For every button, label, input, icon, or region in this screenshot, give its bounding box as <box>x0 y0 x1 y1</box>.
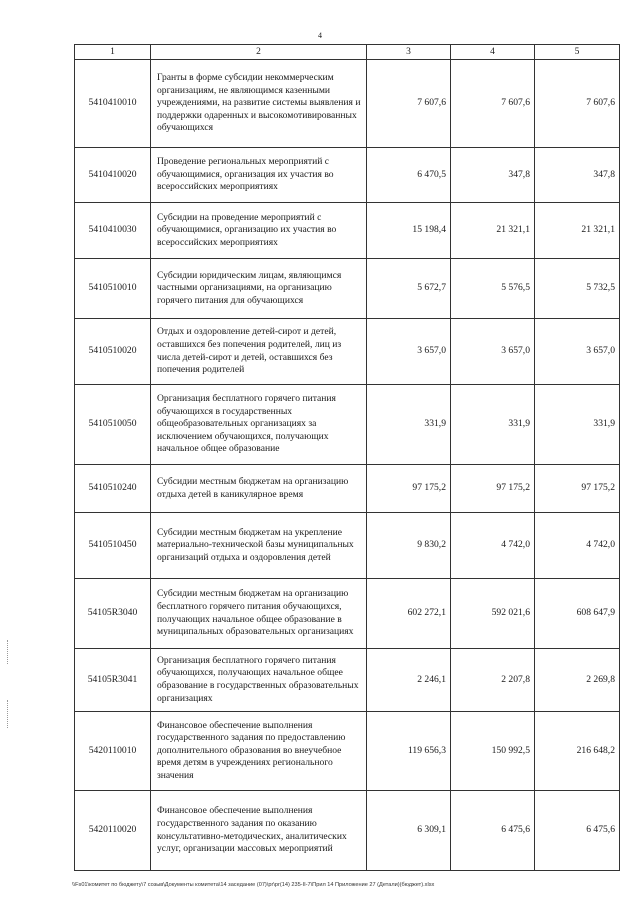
value-col5: 6 475,6 <box>535 791 620 871</box>
row-code: 5410410010 <box>75 60 151 148</box>
value-col5: 3 657,0 <box>535 319 620 385</box>
table-row <box>75 513 620 579</box>
row-description: Гранты в форме субсидии некоммерческим организациям, не являющимся казенными учреждениями, на развитие системы выявления и поддержки одаренных и высокомотивированных обучающихся <box>151 60 367 148</box>
column-header: 3 <box>367 45 451 60</box>
margin-mark <box>7 700 9 728</box>
value-col4: 150 992,5 <box>451 712 535 791</box>
row-description: Организация бесплатного горячего питания обучающихся в государственных общеобразовательных организациях за исключением обучающихся, получающих начальное общее образование <box>151 385 367 465</box>
column-header: 4 <box>451 45 535 60</box>
value-col4: 97 175,2 <box>451 465 535 513</box>
row-code: 54105R3041 <box>75 649 151 712</box>
value-col5: 4 742,0 <box>535 513 620 579</box>
value-col5: 2 269,8 <box>535 649 620 712</box>
value-col4: 3 657,0 <box>451 319 535 385</box>
value-col3: 9 830,2 <box>367 513 451 579</box>
value-col3: 97 175,2 <box>367 465 451 513</box>
table-row <box>75 649 620 712</box>
row-description: Субсидии местным бюджетам на организацию отдыха детей в каникулярное время <box>151 465 367 513</box>
row-code: 5410510050 <box>75 385 151 465</box>
table-row <box>75 791 620 871</box>
row-description: Финансовое обеспечение выполнения государственного задания по предоставлению дополнительного образования во внеучебное время детям в учреждениях регионального значения <box>151 712 367 791</box>
row-description: Проведение региональных мероприятий с обучающимися, организация их участия во всероссийских мероприятиях <box>151 148 367 203</box>
row-code: 5420110020 <box>75 791 151 871</box>
page-number: 4 <box>318 31 322 40</box>
value-col5: 216 648,2 <box>535 712 620 791</box>
value-col3: 331,9 <box>367 385 451 465</box>
column-header: 2 <box>151 45 367 60</box>
row-code: 5410410030 <box>75 203 151 259</box>
table-row <box>75 712 620 791</box>
value-col5: 608 647,9 <box>535 579 620 649</box>
row-code: 5410510240 <box>75 465 151 513</box>
value-col5: 7 607,6 <box>535 60 620 148</box>
table-row <box>75 203 620 259</box>
value-col5: 331,9 <box>535 385 620 465</box>
table-row <box>75 259 620 319</box>
row-code: 5410410020 <box>75 148 151 203</box>
value-col4: 2 207,8 <box>451 649 535 712</box>
row-code: 54105R3040 <box>75 579 151 649</box>
value-col3: 7 607,6 <box>367 60 451 148</box>
value-col4: 21 321,1 <box>451 203 535 259</box>
table-row <box>75 60 620 148</box>
value-col5: 347,8 <box>535 148 620 203</box>
value-col4: 7 607,6 <box>451 60 535 148</box>
table-row <box>75 385 620 465</box>
value-col4: 331,9 <box>451 385 535 465</box>
value-col3: 15 198,4 <box>367 203 451 259</box>
row-description: Субсидии местным бюджетам на организацию бесплатного горячего питания обучающихся, получающих начальное общее образование в муниципальных образовательных организациях <box>151 579 367 649</box>
value-col5: 97 175,2 <box>535 465 620 513</box>
value-col4: 6 475,6 <box>451 791 535 871</box>
row-description: Субсидии юридическим лицам, являющимся частными организациями, на организацию горячего питания для обучающихся <box>151 259 367 319</box>
column-header: 5 <box>535 45 620 60</box>
value-col3: 6 470,5 <box>367 148 451 203</box>
row-code: 5410510010 <box>75 259 151 319</box>
row-code: 5420110010 <box>75 712 151 791</box>
value-col3: 6 309,1 <box>367 791 451 871</box>
row-description: Субсидии местным бюджетам на укрепление материально-технической базы муниципальных организаций отдыха и оздоровления детей <box>151 513 367 579</box>
row-description: Финансовое обеспечение выполнения государственного задания по оказанию консультативно-методических, аналитических услуг, организации массовых мероприятий <box>151 791 367 871</box>
value-col4: 5 576,5 <box>451 259 535 319</box>
value-col5: 5 732,5 <box>535 259 620 319</box>
value-col5: 21 321,1 <box>535 203 620 259</box>
column-header: 1 <box>75 45 151 60</box>
table-row <box>75 148 620 203</box>
value-col3: 2 246,1 <box>367 649 451 712</box>
table-row <box>75 465 620 513</box>
row-description: Отдых и оздоровление детей-сирот и детей, оставшихся без попечения родителей, лиц из числа детей-сирот и детей, оставшихся без попечения родителей <box>151 319 367 385</box>
value-col4: 347,8 <box>451 148 535 203</box>
value-col3: 5 672,7 <box>367 259 451 319</box>
margin-mark <box>7 640 9 664</box>
value-col4: 4 742,0 <box>451 513 535 579</box>
row-description: Субсидии на проведение мероприятий с обучающимися, организацию их участия во всероссийских мероприятиях <box>151 203 367 259</box>
value-col3: 119 656,3 <box>367 712 451 791</box>
value-col3: 3 657,0 <box>367 319 451 385</box>
table-row <box>75 319 620 385</box>
row-code: 5410510450 <box>75 513 151 579</box>
row-description: Организация бесплатного горячего питания обучающихся, получающих начальное общее образование в государственных образовательных организациях <box>151 649 367 712</box>
value-col3: 602 272,1 <box>367 579 451 649</box>
column-number-row <box>75 45 620 60</box>
budget-table <box>74 44 620 871</box>
table-row <box>75 579 620 649</box>
file-path-footer: \\Fs01\комитет по бюджету\7 созыв\Документы комитета\14 заседание (07)\pr\pr(14) 235-II-7\Прил 14 Приложение 27 (Детали)(бюджет).xlsx <box>72 882 435 888</box>
value-col4: 592 021,6 <box>451 579 535 649</box>
row-code: 5410510020 <box>75 319 151 385</box>
